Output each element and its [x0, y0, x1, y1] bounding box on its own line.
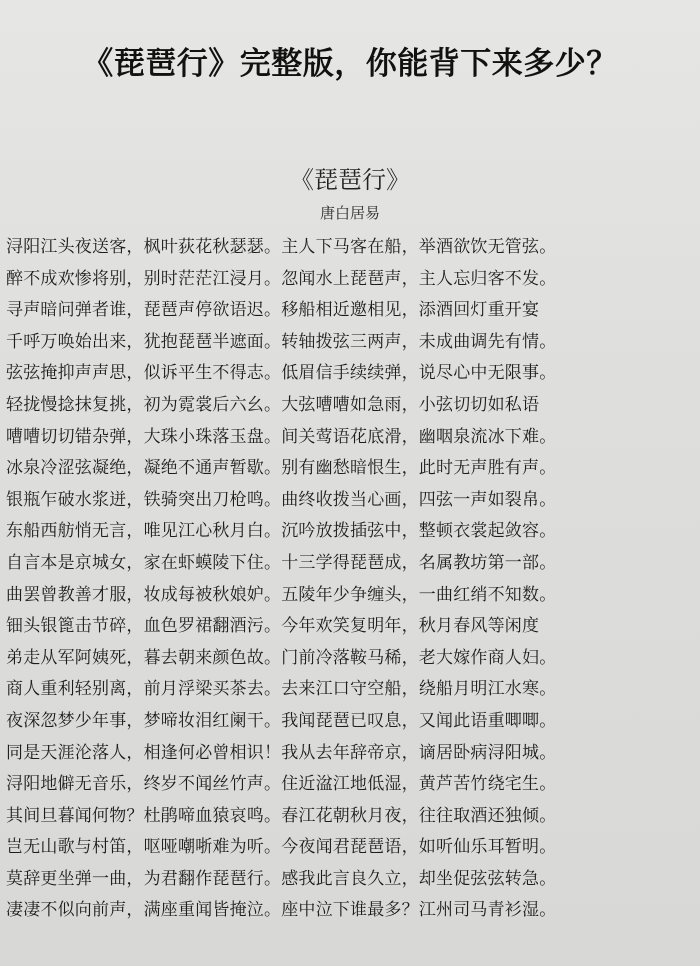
- poem-line: 弟走从军阿姨死，暮去朝来颜色故。门前冷落鞍马稀，老大嫁作商人妇。: [6, 647, 557, 668]
- poem-line: 嘈嘈切切错杂弹，大珠小珠落玉盘。间关莺语花底滑，幽咽泉流冰下难。: [6, 426, 557, 447]
- poem-line: 其间旦暮闻何物？杜鹃啼血猿哀鸣。春江花朝秋月夜，往往取酒还独倾。: [6, 805, 557, 826]
- poem-line: 自言本是京城女，家在虾蟆陵下住。十三学得琵琶成，名属教坊第一部。: [6, 552, 557, 573]
- poem-line: 浔阳江头夜送客，枫叶荻花秋瑟瑟。主人下马客在船，举酒欲饮无管弦。: [6, 237, 557, 257]
- poem-line: 银瓶乍破水浆迸，铁骑突出刀枪鸣。曲终收拨当心画，四弦一声如裂帛。: [6, 489, 557, 510]
- poem-line: 轻拢慢捻抹复挑，初为霓裳后六幺。大弦嘈嘈如急雨，小弦切切如私语: [6, 394, 540, 415]
- poem-line: 寻声暗问弹者谁，琵琶声停欲语迟。移船相近邀相见，添酒回灯重开宴: [6, 300, 540, 321]
- poem-line: 东船西舫悄无言，唯见江心秋月白。沉吟放拨插弦中，整顿衣裳起敛容。: [6, 521, 557, 542]
- poem-line: 商人重利轻别离，前月浮梁买茶去。去来江口守空船，绕船月明江水寒。: [6, 679, 557, 700]
- page-headline: 《琵琶行》完整版，你能背下来多少？: [82, 46, 618, 82]
- poem-line: 夜深忽梦少年事，梦啼妆泪红阑干。我闻琵琶已叹息，又闻此语重唧唧。: [6, 710, 557, 731]
- poem-body: [6, 232, 700, 927]
- poem-line: 浔阳地僻无音乐，终岁不闻丝竹声。住近湓江地低湿，黄芦苦竹绕宅生。: [6, 774, 557, 795]
- poem-line: 醉不成欢惨将别，别时茫茫江浸月。忽闻水上琵琶声，主人忘归客不发。: [6, 268, 557, 289]
- poem-line: 岂无山歌与村笛，呕哑嘲哳难为听。今夜闻君琵琶语，如听仙乐耳暂明。: [6, 837, 557, 858]
- poem-line: 莫辞更坐弹一曲，为君翻作琵琶行。感我此言良久立，却坐促弦弦转急。: [6, 868, 557, 889]
- poem-line: 千呼万唤始出来，犹抱琵琶半遮面。转轴拨弦三两声，未成曲调先有情。: [6, 331, 557, 352]
- poem-line: 钿头银篦击节碎，血色罗裙翻酒污。今年欢笑复明年，秋月春风等闲度: [6, 616, 540, 637]
- poem-title: 《琵琶行》: [290, 166, 410, 194]
- poem-line: 弦弦掩抑声声思，似诉平生不得志。低眉信手续续弹，说尽心中无限事。: [6, 363, 557, 384]
- poem-line: 同是天涯沦落人，相逢何必曾相识！我从去年辞帝京，谪居卧病浔阳城。: [6, 742, 557, 763]
- poem-line: 曲罢曾教善才服，妆成每被秋娘妒。五陵年少争缠头，一曲红绡不知数。: [6, 584, 557, 605]
- poem-line: 凄凄不似向前声，满座重闻皆掩泣。座中泣下谁最多？江州司马青衫湿。: [6, 900, 557, 921]
- poem-line: 冰泉冷涩弦凝绝，凝绝不通声暂歇。别有幽愁暗恨生，此时无声胜有声。: [6, 458, 557, 479]
- poem-author: 唐白居易: [319, 204, 380, 222]
